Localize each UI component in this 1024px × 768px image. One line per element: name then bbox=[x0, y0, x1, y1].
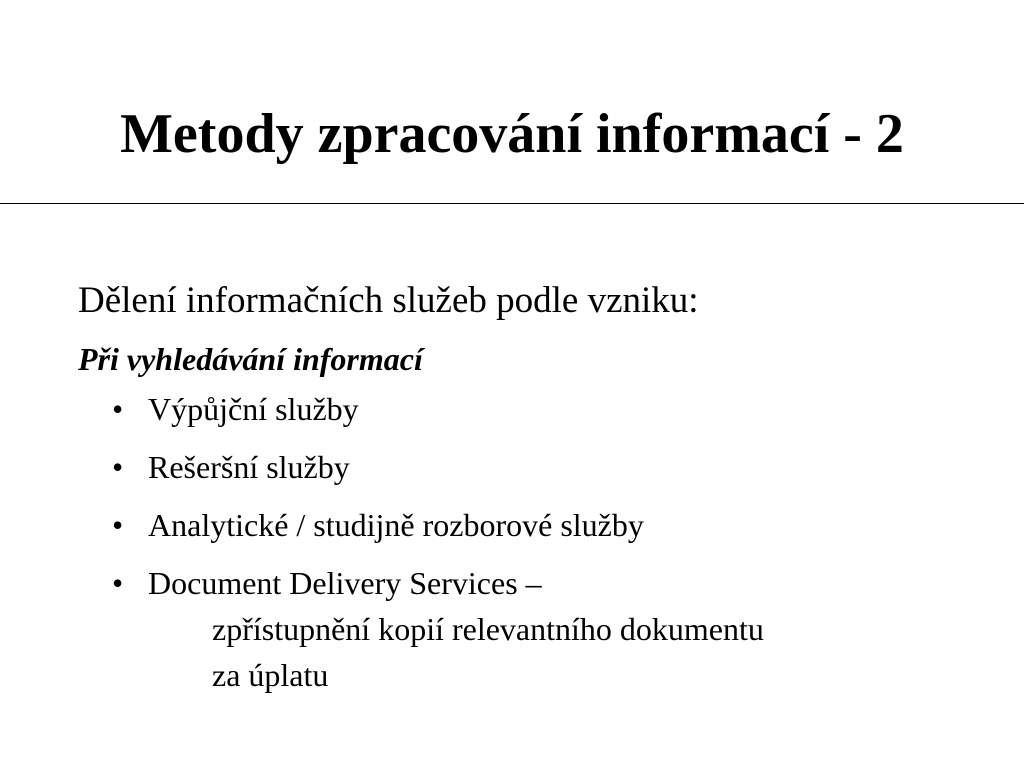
list-item-continuation: zpřístupnění kopií relevantního dokumentu bbox=[212, 611, 764, 647]
title-divider bbox=[0, 203, 1024, 204]
bullet-icon: • bbox=[112, 565, 124, 601]
list-item bbox=[78, 502, 998, 548]
subheading: Při vyhledávání informací bbox=[78, 341, 423, 377]
list-item bbox=[78, 560, 998, 698]
list-item-text: Analytické / studijně rozborové služby bbox=[148, 507, 644, 543]
list-item-text: Rešeršní služby bbox=[148, 449, 350, 485]
slide-title: Metody zpracování informací - 2 bbox=[120, 103, 904, 165]
list-item-text: Výpůjční služby bbox=[148, 391, 359, 427]
list-item bbox=[78, 444, 998, 490]
bullet-icon: • bbox=[112, 507, 124, 543]
bullet-list bbox=[78, 386, 998, 698]
bullet-icon: • bbox=[112, 449, 124, 485]
intro-text: Dělení informačních služeb podle vzniku: bbox=[78, 280, 699, 321]
list-item-continuation: za úplatu bbox=[212, 657, 329, 693]
slide-content bbox=[78, 276, 998, 698]
list-item-text: Document Delivery Services – bbox=[148, 565, 542, 601]
bullet-icon: • bbox=[112, 391, 124, 427]
list-item bbox=[78, 386, 998, 432]
